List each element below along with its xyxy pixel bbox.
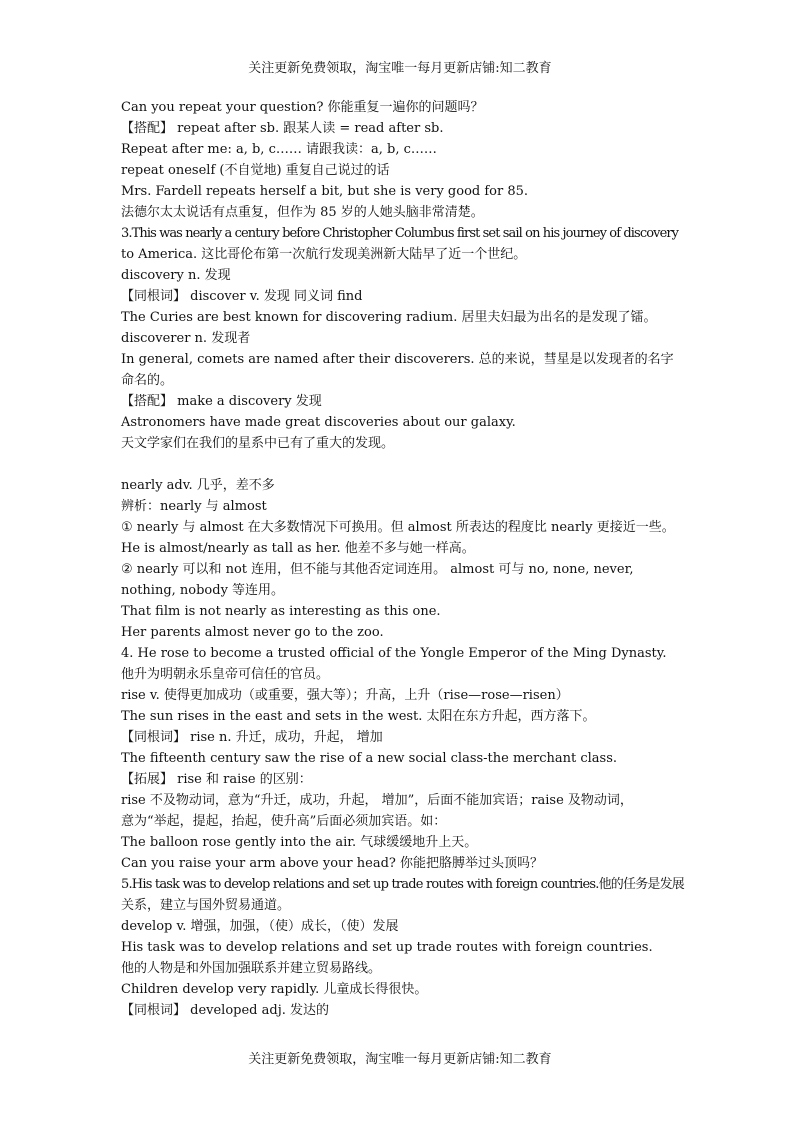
text-line: 【同根词】 rise n. 升迁，成功，升起， 增加 <box>121 730 383 745</box>
text-line: The balloon rose gently into the air. 气球缓缓地升上天。 <box>121 835 478 850</box>
text-line: 【搭配】 make a discovery 发现 <box>121 394 322 409</box>
text-line: Repeat after me: a, b, c…… 请跟我读：a, b, c…… <box>121 142 437 157</box>
text-line: rise 不及物动词，意为“升迁，成功，升起， 增加”，后面不能加宾语；raise 及物动词， <box>121 793 633 808</box>
document-body <box>121 97 686 1021</box>
text-line: He is almost/nearly as tall as her. 他差不多与她一样高。 <box>121 541 475 556</box>
text-line: 3.This was nearly a century before Christopher Columbus first set sail on his journey of discovery <box>121 226 679 241</box>
text-line: The Curies are best known for discovering radium. 居里夫妇最为出名的是发现了镭。 <box>121 310 657 325</box>
text-line: Can you repeat your question? 你能重复一遍你的问题吗？ <box>121 100 484 115</box>
text-line: In general, comets are named after their discoverers. 总的来说，彗星是以发现者的名字 <box>121 352 674 367</box>
text-line: Her parents almost never go to the zoo. <box>121 625 384 640</box>
text-line: discoverer n. 发现者 <box>121 331 251 346</box>
text-line: discovery n. 发现 <box>121 268 231 283</box>
text-line: That film is not nearly as interesting as this one. <box>121 604 441 619</box>
text-line: to America. 这比哥伦布第一次航行发现美洲新大陆早了近一个世纪。 <box>121 247 527 262</box>
text-line: Can you raise your arm above your head? 你能把胳膊举过头顶吗？ <box>121 856 544 871</box>
text-line: ② nearly 可以和 not 连用，但不能与其他否定词连用。 almost 可与 no, none, never, <box>121 562 634 577</box>
text-line: 5.His task was to develop relations and set up trade routes with foreign countries.他的任务是发展 <box>121 877 685 892</box>
text-line: develop v. 增强，加强，（使）成长，（使）发展 <box>121 919 399 934</box>
text-line: 辨析：nearly 与 almost <box>121 499 267 514</box>
text-line: 4. He rose to become a trusted official of the Yongle Emperor of the Ming Dynasty. <box>121 646 667 661</box>
text-line: 天文学家们在我们的星系中已有了重大的发现。 <box>121 436 395 451</box>
text-line: 【同根词】 developed adj. 发达的 <box>121 1003 330 1018</box>
text-line: 法德尔太太说话有点重复，但作为 85 岁的人她头脑非常清楚。 <box>121 205 484 220</box>
text-line: Children develop very rapidly. 儿童成长得很快。 <box>121 982 428 997</box>
text-line: The sun rises in the east and sets in the west. 太阳在东方升起，西方落下。 <box>121 709 596 724</box>
page-footer: 关注更新免费领取，淘宝唯一每月更新店铺:知二教育 <box>248 1052 552 1067</box>
text-line: Astronomers have made great discoveries about our galaxy. <box>121 415 516 430</box>
text-line: 【同根词】 discover v. 发现 同义词 find <box>121 289 363 304</box>
text-line: 【拓展】 rise 和 raise 的区别： <box>121 772 312 787</box>
text-line: nothing, nobody 等连用。 <box>121 583 285 598</box>
text-line: His task was to develop relations and set up trade routes with foreign countries. <box>121 940 653 955</box>
text-line: 意为“举起，提起，抬起，使升高”后面必须加宾语。如： <box>121 814 447 829</box>
text-line: nearly adv. 几乎，差不多 <box>121 478 275 493</box>
text-line: 命名的。 <box>121 373 174 388</box>
text-line: 【搭配】 repeat after sb. 跟某人读 = read after sb. <box>121 121 444 136</box>
text-line: rise v. 使得更加成功（或重要，强大等）；升高，上升（rise—rose—risen） <box>121 688 569 703</box>
text-line: The fifteenth century saw the rise of a new social class-the merchant class. <box>121 751 618 766</box>
text-line: repeat oneself (不自觉地) 重复自己说过的话 <box>121 163 390 178</box>
text-line: 关系，建立与国外贸易通道。 <box>121 898 291 913</box>
page-header: 关注更新免费领取，淘宝唯一每月更新店铺:知二教育 <box>248 61 552 76</box>
text-line: 他的人物是和外国加强联系并建立贸易路线。 <box>121 961 382 976</box>
text-line: Mrs. Fardell repeats herself a bit, but she is very good for 85. <box>121 184 529 199</box>
text-line: 他升为明朝永乐皇帝可信任的官员。 <box>121 667 330 682</box>
text-line: ① nearly 与 almost 在大多数情况下可换用。但 almost 所表达的程度比 nearly 更接近一些。 <box>121 520 675 535</box>
